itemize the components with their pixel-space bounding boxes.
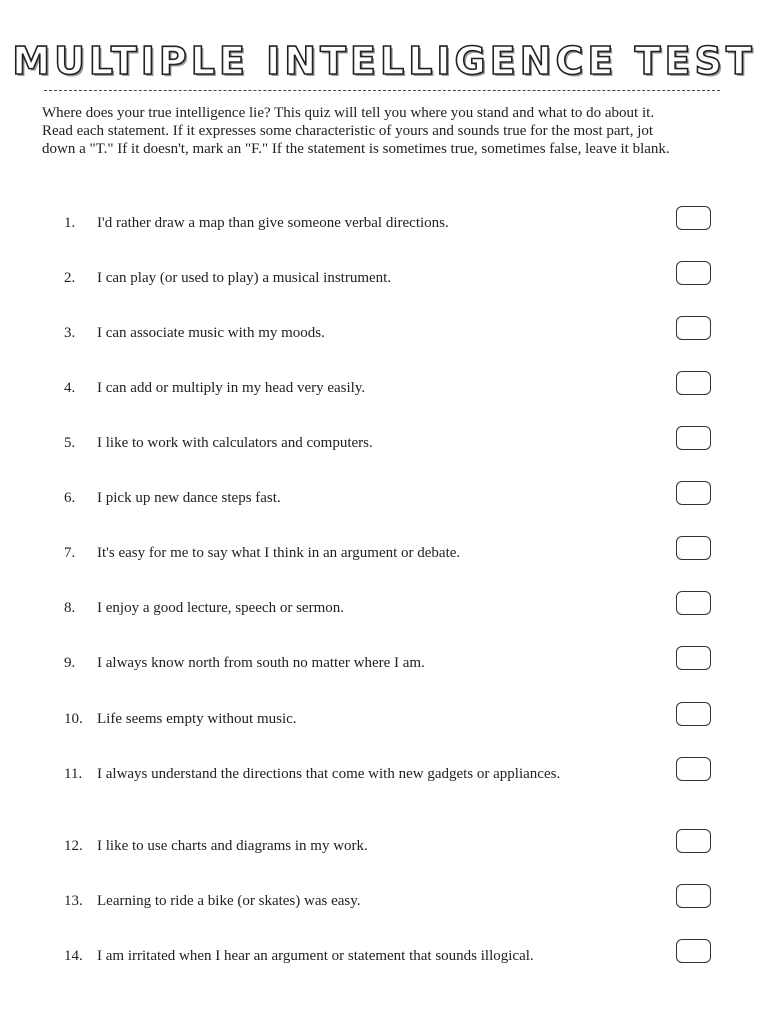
question-number: 9. [64,655,76,671]
answer-box[interactable] [676,261,711,285]
answer-box[interactable] [676,481,711,505]
answer-box[interactable] [676,757,711,781]
question-item [0,765,768,805]
question-text: It's easy for me to say what I think in an argument or debate. [97,545,461,561]
question-item [0,710,768,750]
answer-box[interactable] [676,316,711,340]
answer-box[interactable] [676,829,711,853]
answer-box[interactable] [676,939,711,963]
question-item [0,434,768,474]
answer-box[interactable] [676,702,711,726]
question-item [0,489,768,529]
question-text: I can play (or used to play) a musical instrument. [97,270,392,286]
question-text: I pick up new dance steps fast. [97,490,281,506]
question-item [0,892,768,932]
answer-box[interactable] [676,426,711,450]
question-item [0,654,768,694]
question-number: 3. [64,325,76,341]
question-item [0,214,768,254]
question-item [0,599,768,639]
question-item [0,837,768,877]
question-text: I always understand the directions that come with new gadgets or appliances. [97,766,561,782]
question-number: 12. [64,838,83,854]
question-number: 8. [64,600,76,616]
answer-box[interactable] [676,206,711,230]
question-text: Life seems empty without music. [97,711,297,727]
question-number: 14. [64,948,83,964]
question-text: I like to work with calculators and computers. [97,435,373,451]
question-number: 2. [64,270,76,286]
question-text: I can add or multiply in my head very easily. [97,380,366,396]
question-number: 11. [64,766,83,782]
instructions-paragraph: Where does your true intelligence lie? This quiz will tell you where you stand and what to do about it. Read each statement. If it expresses some characteristic of yours and sounds true for the most part, jot down a "T." If it doesn't, mark an "F." If the statement is sometimes true, sometimes false, leave it blank. [42,105,670,157]
question-text: I am irritated when I hear an argument or statement that sounds illogical. [97,948,534,964]
question-item [0,269,768,309]
question-number: 7. [64,545,76,561]
question-number: 1. [64,215,76,231]
question-number: 13. [64,893,83,909]
page-title: MULTIPLE INTELLIGENCE TEST [12,39,756,83]
question-text: I'd rather draw a map than give someone verbal directions. [97,215,449,231]
question-text: I always know north from south no matter where I am. [97,655,425,671]
question-number: 10. [64,711,83,727]
question-text: I like to use charts and diagrams in my work. [97,838,368,854]
answer-box[interactable] [676,591,711,615]
question-number: 6. [64,490,76,506]
question-item [0,324,768,364]
question-text: Learning to ride a bike (or skates) was easy. [97,893,361,909]
question-number: 4. [64,380,76,396]
question-item [0,379,768,419]
question-text: I can associate music with my moods. [97,325,325,341]
question-item [0,544,768,584]
answer-box[interactable] [676,646,711,670]
question-item [0,947,768,987]
question-text: I enjoy a good lecture, speech or sermon. [97,600,344,616]
answer-box[interactable] [676,536,711,560]
dashed-divider [44,90,720,91]
question-number: 5. [64,435,76,451]
answer-box[interactable] [676,884,711,908]
answer-box[interactable] [676,371,711,395]
